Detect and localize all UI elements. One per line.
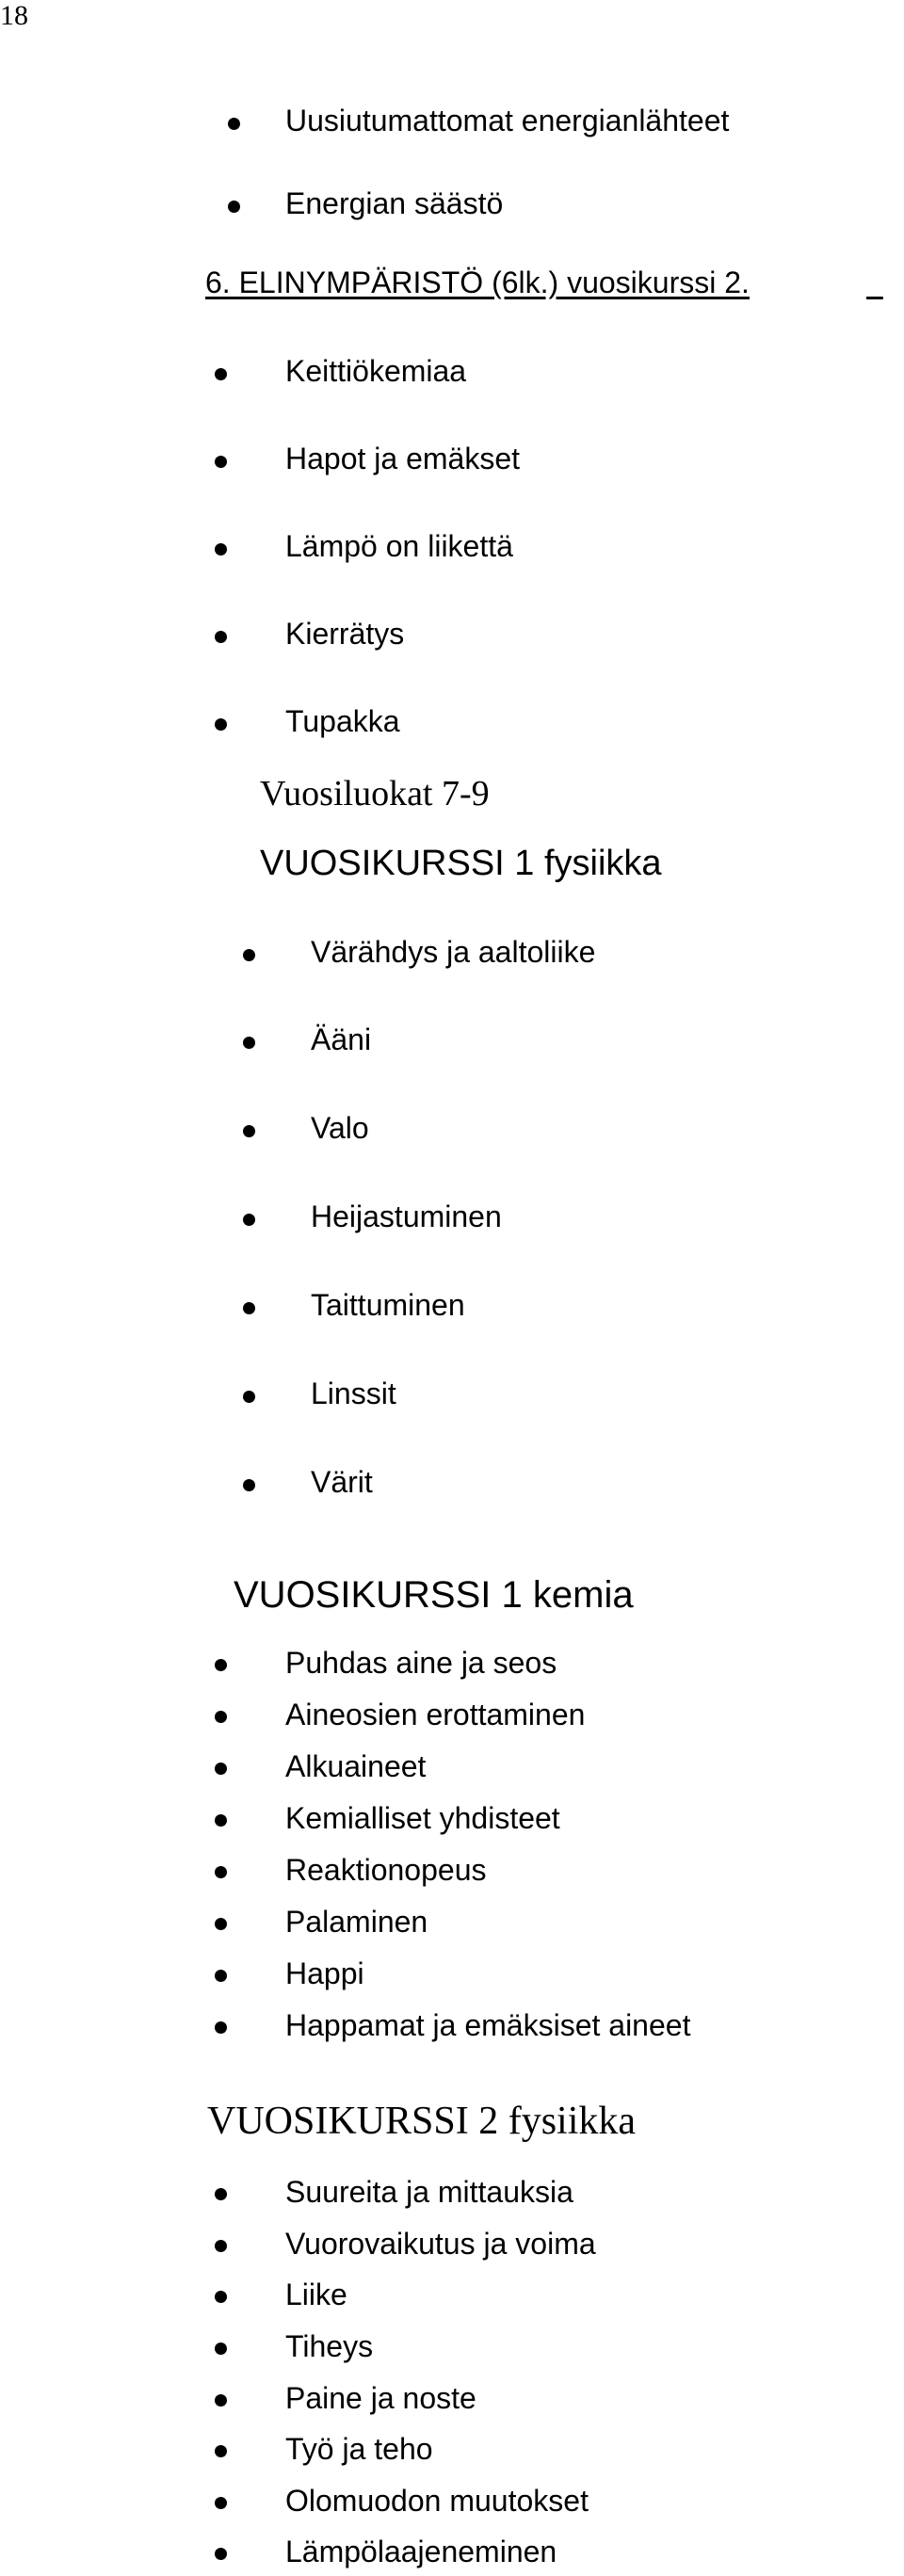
bullet-icon xyxy=(243,1214,255,1226)
list-item-text: Suureita ja mittauksia xyxy=(285,2175,573,2209)
list-item-text: Värit xyxy=(311,1465,373,1499)
bullet-icon xyxy=(243,1479,255,1491)
list-item-text: Energian säästö xyxy=(285,186,504,220)
bullet-icon xyxy=(215,2021,227,2034)
course2-physics-heading: VUOSIKURSSI 2 fysiikka xyxy=(207,2100,637,2143)
bullet-icon xyxy=(243,1391,255,1403)
grade6-heading: 6. ELINYMPÄRISTÖ (6lk.) vuosikurssi 2. xyxy=(205,266,750,299)
list-item-text: Ääni xyxy=(311,1022,372,1056)
bullet-icon xyxy=(215,1866,227,1878)
bullet-icon xyxy=(243,949,255,961)
list-item-text: Keittiökemiaa xyxy=(285,354,467,388)
bullet-icon xyxy=(215,543,227,555)
list-item-text: Paine ja noste xyxy=(285,2381,476,2415)
bullet-icon xyxy=(228,201,240,213)
list-item-text: Puhdas aine ja seos xyxy=(285,1646,557,1680)
list-item-text: Tupakka xyxy=(285,704,400,738)
page-number: 18 xyxy=(0,0,28,31)
bullet-icon xyxy=(215,2394,227,2407)
bullet-icon xyxy=(243,1125,255,1137)
list-item-text: Värähdys ja aaltoliike xyxy=(311,935,596,969)
bullet-icon xyxy=(215,1918,227,1930)
grades-heading: Vuosiluokat 7-9 xyxy=(260,774,490,813)
list-item-text: Taittuminen xyxy=(311,1288,465,1322)
list-item-text: Vuorovaikutus ja voima xyxy=(285,2227,596,2261)
bullet-icon xyxy=(215,456,227,468)
bullet-icon xyxy=(215,2343,227,2355)
bullet-icon xyxy=(215,2497,227,2509)
bullet-icon xyxy=(215,2445,227,2457)
bullet-icon xyxy=(215,1659,227,1671)
list-item-text: Linssit xyxy=(311,1377,396,1410)
bullet-icon xyxy=(215,718,227,731)
bullet-icon xyxy=(215,2291,227,2303)
list-item-text: Valo xyxy=(311,1111,369,1145)
course1-chemistry-heading: VUOSIKURSSI 1 kemia xyxy=(234,1574,634,1616)
list-item-text: Lämpölaajeneminen xyxy=(285,2535,557,2568)
list-item-text: Liike xyxy=(285,2278,347,2311)
list-item-text: Reaktionopeus xyxy=(285,1853,487,1887)
bullet-icon xyxy=(215,1814,227,1827)
bullet-icon xyxy=(243,1302,255,1314)
list-item-text: Työ ja teho xyxy=(285,2432,433,2466)
list-item-text: Uusiutumattomat energianlähteet xyxy=(285,104,730,137)
list-item-text: Olomuodon muutokset xyxy=(285,2484,589,2518)
list-item-text: Hapot ja emäkset xyxy=(285,442,521,475)
list-item-text: Aineosien erottaminen xyxy=(285,1698,586,1731)
bullet-icon xyxy=(215,631,227,643)
list-item-text: Heijastuminen xyxy=(311,1199,502,1233)
bullet-icon xyxy=(215,1763,227,1775)
bullet-icon xyxy=(215,2548,227,2560)
list-item-text: Kierrätys xyxy=(285,617,405,651)
list-item-text: Palaminen xyxy=(285,1905,428,1939)
bullet-icon xyxy=(243,1037,255,1049)
bullet-icon xyxy=(215,2188,227,2200)
list-item-text: Happamat ja emäksiset aineet xyxy=(285,2008,691,2042)
bullet-icon xyxy=(215,1970,227,1982)
list-item-text: Alkuaineet xyxy=(285,1749,427,1783)
list-item-text: Tiheys xyxy=(285,2329,374,2363)
underline-tail xyxy=(866,267,883,298)
bullet-icon xyxy=(215,1711,227,1723)
bullet-icon xyxy=(215,368,227,380)
list-item-text: Kemialliset yhdisteet xyxy=(285,1801,560,1835)
course1-physics-heading: VUOSIKURSSI 1 fysiikka xyxy=(260,844,662,883)
list-item-text: Lämpö on liikettä xyxy=(285,529,513,563)
bullet-icon xyxy=(228,118,240,130)
list-item-text: Happi xyxy=(285,1956,364,1990)
bullet-icon xyxy=(215,2240,227,2252)
